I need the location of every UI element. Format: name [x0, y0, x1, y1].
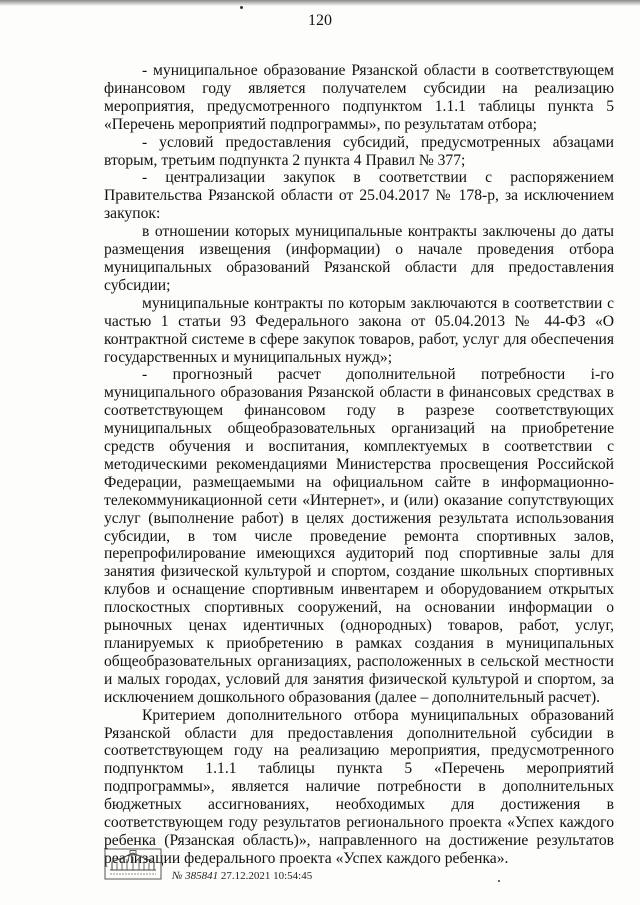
- paragraph-forecast-calculation: - прогнозный расчет дополнительной потребности i-го муниципального образования Рязанской области в финансовых средствах в соответствующем финансовом году в разрезе соответствующих муниципальных общеобразовательных организаций на приобретение средств обучения и воспитания, комплектуемых в соответствии с методическими рекомендациями Министерства просвещения Российской Федерации, размещаемыми на официальном сайте в информационно-телекоммуникационной сети «Интернет», и (или) оказание сопутствующих услуг (выполнение работ) в целях достижения результата использования субсидии, в том числе проведение ремонта спортивных залов, перепрофилирование имеющихся аудиторий под спортивные залы для занятия физической культурой и спортом, создание школьных спортивных клубов и оснащение спортивным инвентарем и оборудованием открытых плоскостных спортивных сооружений, на основании информации о рыночных ценах идентичных (однородных) товаров, работ, услуг, планируемых к приобретению в рамках создания в муниципальных общеобразовательных организациях, расположенных в сельской местности и малых городах, условий для занятия физической культурой и спортом, за исключением дошкольного образования (далее – дополнительный расчет).: [104, 366, 614, 706]
- paragraph-subsidy-conditions: - условий предоставления субсидий, предусмотренных абзацами вторым, третьим подпункта 2 пункта 4 Правил № 377;: [104, 133, 614, 169]
- building-seal-icon: [104, 848, 162, 880]
- document-body: [104, 62, 614, 868]
- document-registration-stamp: [172, 870, 312, 882]
- paragraph-contracts-article-93: муниципальные контракты по которым заключаются в соответствии с частью 1 статьи 93 Федерального закона от 05.04.2013 № 44-ФЗ «О контрактной системе в сфере закупок товаров, работ, услуг для обеспечения государственных и муниципальных нужд»;: [104, 294, 614, 366]
- document-datetime: 27.12.2021 10:54:45: [220, 870, 313, 882]
- paragraph-procurement-centralization: - централизации закупок в соответствии с распоряжением Правительства Рязанской области от 25.04.2017 № 178-р, за исключением закупок:: [104, 169, 614, 223]
- paragraph-contracts-before-notice: в отношении которых муниципальные контракты заключены до даты размещения извещения (информации) о начале проведения отбора муниципальных образований Рязанской области для предоставления субсидии;: [104, 223, 614, 294]
- paragraph-recipient-condition: - муниципальное образование Рязанской области в соответствующем финансовом году является получателем субсидии на реализацию мероприятия, предусмотренного подпунктом 1.1.1 таблицы пункта 5 «Перечень мероприятий подпрограммы», по результатам отбора;: [104, 62, 614, 133]
- scan-top-edge: [0, 0, 640, 6]
- scan-speck: [240, 6, 243, 9]
- document-footer: [104, 848, 524, 888]
- page-number: 120: [308, 12, 332, 29]
- document-number: № 385841: [172, 870, 219, 882]
- paragraph-selection-criterion: Критерием дополнительного отбора муниципальных образований Рязанской области для предоставления дополнительной субсидии в соответствующем году на реализацию мероприятия, предусмотренного подпунктом 1.1.1 таблицы пункта 5 «Перечень мероприятий подпрограммы», является наличие потребности в дополнительных бюджетных ассигнованиях, необходимых для достижения в соответствующем году результатов регионального проекта «Успех каждого ребенка (Рязанская область)», направленного на достижение результатов реализации федерального проекта «Успех каждого ребенка».: [104, 706, 614, 867]
